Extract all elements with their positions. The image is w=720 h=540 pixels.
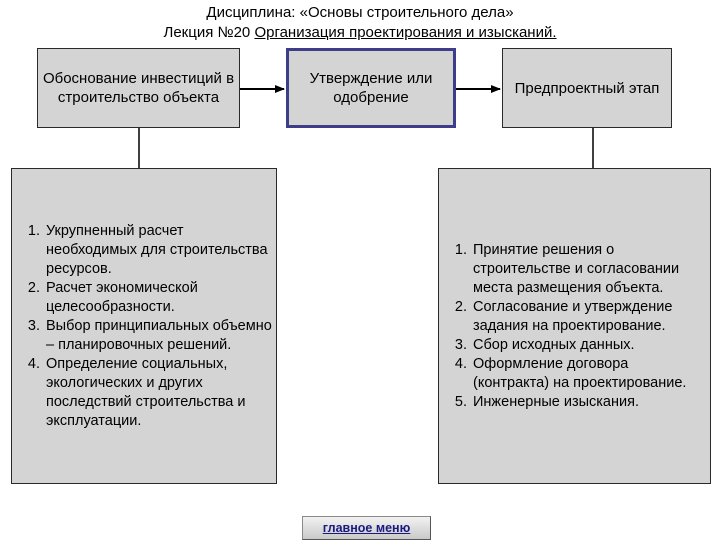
list-item: 5. Инженерные изыскания. [471, 393, 706, 412]
stage-approval [286, 48, 456, 128]
investment-details-list [16, 222, 272, 431]
list-item: 4. Оформление договора (контракта) на проектирование. [471, 355, 706, 393]
pre-design-details-list [443, 241, 706, 412]
stage-label: Обоснование инвестиций в строительство объекта [42, 70, 235, 106]
header-lecture [0, 24, 720, 42]
list-item: 4. Определение социальных, экологических и других последствий строительства и эксплуатации. [44, 355, 272, 431]
stage-label: Утверждение или одобрение [309, 70, 433, 106]
lecture-subject: Организация проектирования и изысканий. [254, 24, 557, 41]
stage-label: Предпроектный этап [514, 79, 660, 97]
stage-investment-justification [37, 48, 240, 128]
pre-design-details-box [438, 168, 711, 484]
list-item: 2. Расчет экономической целесообразности. [44, 279, 272, 317]
list-item: 1. Принятие решения о строительстве и согласовании места размещения объекта. [471, 241, 706, 298]
list-item: 2. Согласование и утверждение задания на проектирование. [471, 298, 706, 336]
stage-pre-design [502, 48, 672, 128]
investment-details-box [11, 168, 277, 484]
list-item: 3. Выбор принципиальных объемно – планировочных решений. [44, 317, 272, 355]
list-item: 1. Укрупненный расчет необходимых для строительства ресурсов. [44, 222, 272, 279]
header-discipline: Дисциплина: «Основы строительного дела» [206, 4, 514, 21]
lecture-number: Лекция №20 [163, 24, 255, 41]
list-item: 3. Сбор исходных данных. [471, 336, 706, 355]
main-menu-button[interactable]: главное меню [302, 516, 431, 540]
